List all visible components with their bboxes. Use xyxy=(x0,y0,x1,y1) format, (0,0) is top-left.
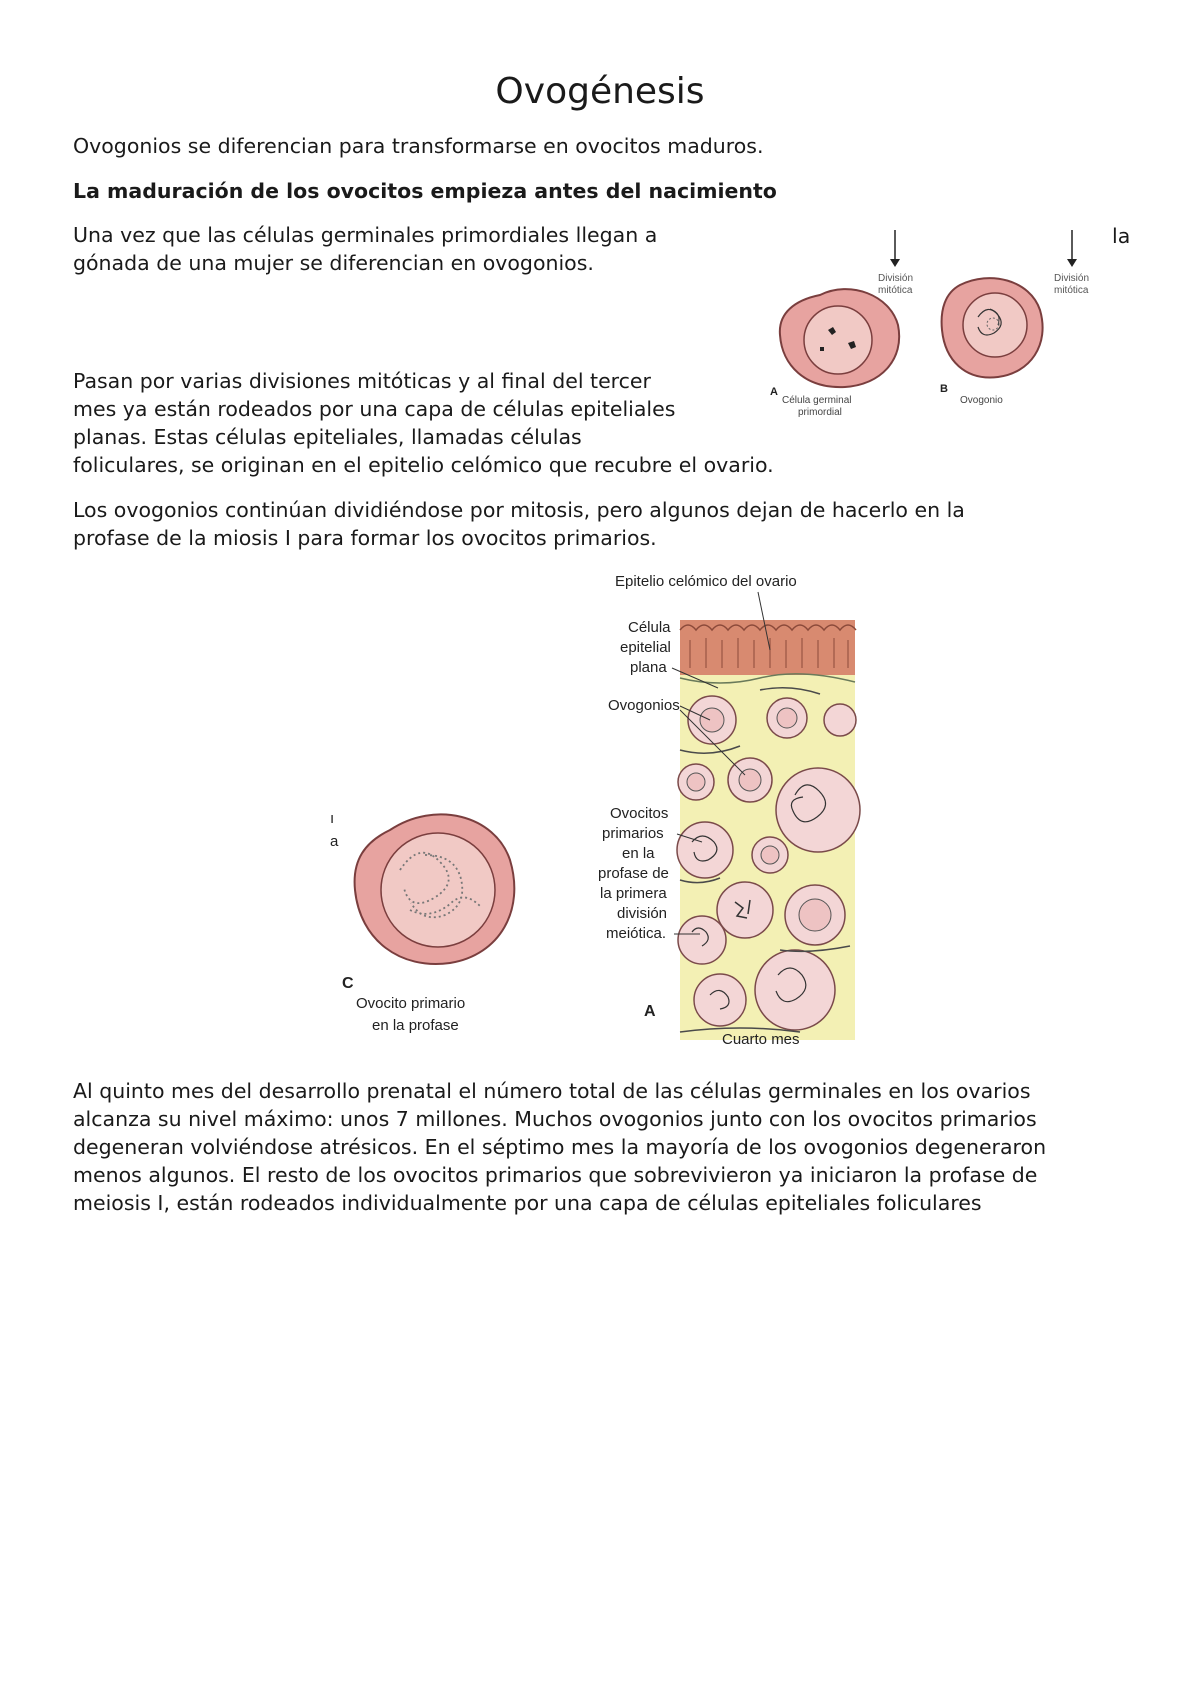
ovary-tissue-section xyxy=(677,620,860,1040)
label-primary-oocytes-line-4: profase de xyxy=(598,865,669,882)
label-primary-oocytes-line-6: división xyxy=(617,905,668,922)
label-primary-oocytes-line-7: meiótica. xyxy=(606,925,667,942)
figure-germ-cell-to-oogonium xyxy=(750,225,1110,425)
figure-ovary-fourth-month xyxy=(330,570,860,1070)
arrow-down-icon xyxy=(1067,230,1077,267)
paragraph-2-line-2: mes ya están rodeados por una capa de células epiteliales xyxy=(73,397,676,421)
paragraph-2-line-3: planas. Estas células epiteliales, llamadas células xyxy=(73,425,582,449)
label-flat-epithelial-cell-line-2: epitelial xyxy=(620,639,671,656)
paragraph-4-line-3: degeneran volviéndose atrésicos. En el séptimo mes la mayoría de los ovogonios degeneraron xyxy=(73,1135,1047,1159)
label-flat-epithelial-cell-line-3: plana xyxy=(630,659,667,676)
paragraph-4-line-4: menos algunos. El resto de los ovocitos primarios que sobrevivieron ya iniciaron la profase de xyxy=(73,1163,1038,1187)
paragraph-3-line-1: Los ovogonios continúan dividiéndose por mitosis, pero algunos dejan de hacerlo en la xyxy=(73,498,965,522)
label-primary-oocytes-line-3: en la xyxy=(622,845,655,862)
label-primary-oocytes-line-1: Ovocitos xyxy=(610,805,669,822)
label-coelomic-epithelium: Epitelio celómico del ovario xyxy=(615,573,797,590)
paragraph-1-trailing-word: la xyxy=(1112,224,1131,248)
paragraph-1-line-2: gónada de una mujer se diferencian en ovogonios. xyxy=(73,251,594,275)
paragraph-4-line-5: meiosis I, están rodeados individualmente por una capa de células epiteliales foliculares xyxy=(73,1191,982,1215)
cropped-label-fragment-1: ı xyxy=(330,810,335,827)
paragraph-1-line-1: Una vez que las células germinales primordiales llegan a xyxy=(73,223,658,247)
arrow-2-label-line-1: División xyxy=(1054,273,1090,284)
figure-1-letter-b: B xyxy=(940,383,948,395)
figure-1-letter-a: A xyxy=(770,386,778,398)
label-primary-oocyte-line-2: en la profase xyxy=(372,1017,459,1034)
figure-2-letter-c: C xyxy=(342,975,354,992)
arrow-down-icon xyxy=(890,230,900,267)
arrow-1-label-line-2: mitótica xyxy=(878,285,913,296)
arrow-2-label-line-2: mitótica xyxy=(1054,285,1089,296)
paragraph-4-line-2: alcanza su nivel máximo: unos 7 millones. Muchos ovogonios junto con los ovocitos primarios xyxy=(73,1107,1037,1131)
intro-paragraph: Ovogonios se diferencian para transformarse en ovocitos maduros. xyxy=(73,134,764,158)
label-primordial-cell-line-1: Célula germinal xyxy=(782,395,852,406)
primordial-germ-cell-illustration xyxy=(780,289,899,387)
primary-oocyte-illustration xyxy=(355,814,515,964)
label-primary-oocytes-line-5: la primera xyxy=(600,885,667,902)
paragraph-4-line-1: Al quinto mes del desarrollo prenatal el número total de las células germinales en los ovarios xyxy=(73,1079,1031,1103)
arrow-1-label-line-1: División xyxy=(878,273,914,284)
label-primordial-cell-line-2: primordial xyxy=(798,407,842,418)
page-title: Ovogénesis xyxy=(495,71,705,112)
oogonium-illustration xyxy=(942,278,1043,377)
label-flat-epithelial-cell-line-1: Célula xyxy=(628,619,671,636)
label-primary-oocytes-line-2: primarios xyxy=(602,825,664,842)
figure-2-letter-a: A xyxy=(644,1003,656,1020)
paragraph-3-line-2: profase de la miosis I para formar los ovocitos primarios. xyxy=(73,526,657,550)
section-heading: La maduración de los ovocitos empieza antes del nacimiento xyxy=(73,179,777,203)
paragraph-2-line-1: Pasan por varias divisiones mitóticas y al final del tercer xyxy=(73,369,651,393)
paragraph-2-line-4: foliculares, se originan en el epitelio celómico que recubre el ovario. xyxy=(73,453,774,477)
label-oogonia: Ovogonios xyxy=(608,697,680,714)
label-primary-oocyte-line-1: Ovocito primario xyxy=(356,995,466,1012)
label-fourth-month: Cuarto mes xyxy=(722,1031,800,1048)
cropped-label-fragment-2: a xyxy=(330,833,339,850)
label-oogonium: Ovogonio xyxy=(960,395,1003,406)
